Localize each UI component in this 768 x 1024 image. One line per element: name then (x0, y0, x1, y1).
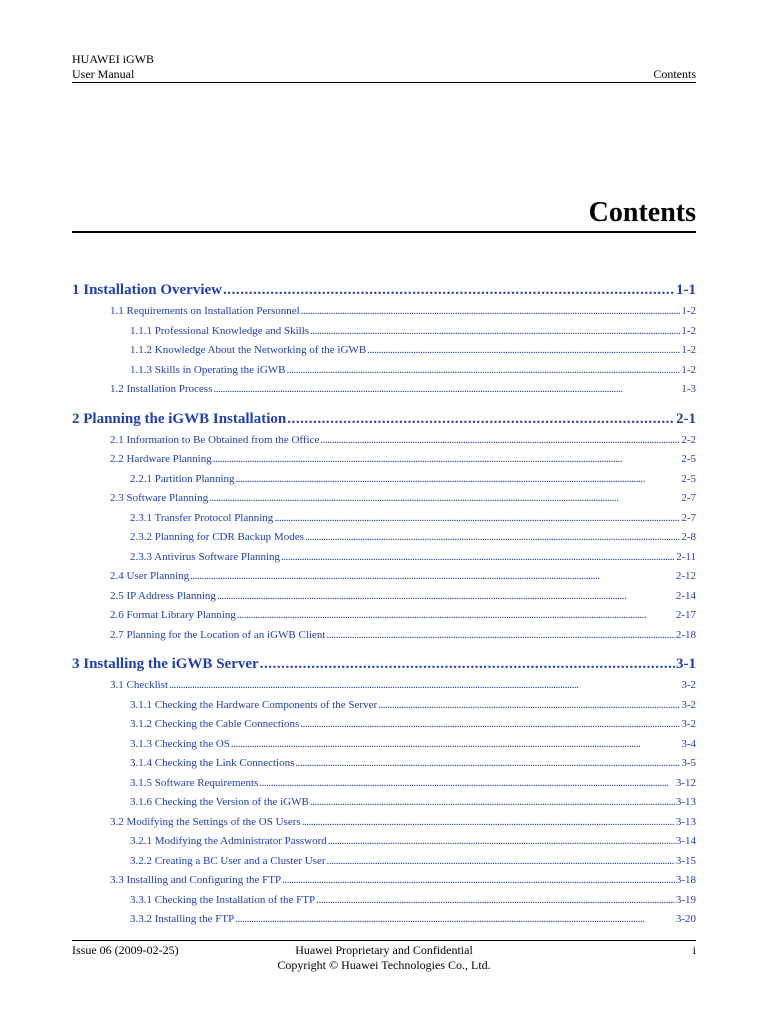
toc-entry-label: 3.3.2 Installing the FTP (130, 913, 235, 925)
toc-entry-level-2[interactable] (110, 872, 696, 888)
toc-entry-level-2[interactable] (110, 814, 696, 830)
toc-entry-label: 3.3.1 Checking the Installation of the FTP (130, 893, 316, 906)
toc-entry-level-2[interactable] (110, 588, 696, 604)
toc-entry-label: 1.1.1 Professional Knowledge and Skills (130, 324, 310, 337)
toc-entry-page: 3-18 (675, 874, 696, 886)
toc-entry-label: 2.4 User Planning (110, 570, 190, 582)
toc-entry-level-2[interactable] (110, 677, 696, 693)
toc-entry-label: 3.1 Checklist (110, 679, 169, 691)
toc-leader-dots (217, 588, 675, 604)
toc-entry-page: 2-5 (681, 472, 696, 485)
toc-entry-label: 2.3.1 Transfer Protocol Planning (130, 511, 274, 524)
toc-entry-level-3[interactable] (130, 911, 696, 927)
toc-entry-level-3[interactable] (130, 892, 696, 908)
footer-divider (72, 940, 696, 941)
toc-entry-label: 2.3 Software Planning (110, 492, 209, 504)
toc-entry-page: 2-2 (681, 433, 696, 446)
toc-entry-level-3[interactable] (130, 833, 696, 849)
toc-entry-level-3[interactable] (130, 549, 696, 565)
toc-entry-label: 2.5 IP Address Planning (110, 589, 216, 602)
toc-leader-dots (310, 794, 675, 810)
header-divider (72, 82, 696, 83)
toc-leader-dots (295, 755, 680, 771)
toc-entry-page: 3-4 (681, 737, 696, 750)
toc-entry-page: 2-5 (681, 453, 696, 465)
toc-entry-label: 2.2.1 Partition Planning (130, 472, 235, 485)
toc-entry-level-3[interactable] (130, 736, 696, 752)
toc-leader-dots (287, 362, 681, 378)
footer-page-number: i (692, 943, 696, 957)
toc-entry-level-3[interactable] (130, 794, 696, 810)
toc-entry-level-3[interactable] (130, 529, 696, 545)
toc-entry-level-3[interactable] (130, 697, 696, 713)
toc-leader-dots (281, 549, 675, 565)
toc-leader-dots (209, 490, 680, 506)
toc-entry-page: 3-12 (675, 776, 696, 789)
toc-entry-level-3[interactable] (130, 716, 696, 732)
toc-entry-page: 1-2 (681, 363, 696, 376)
toc-entry-level-2[interactable] (110, 432, 696, 448)
toc-leader-dots (235, 911, 675, 927)
toc-entry-label: 2.3.3 Antivirus Software Planning (130, 550, 281, 563)
toc-entry-label: 2.2 Hardware Planning (110, 453, 212, 465)
toc-entry-level-3[interactable] (130, 342, 696, 358)
toc-entry-level-3[interactable] (130, 510, 696, 526)
toc-leader-dots (301, 303, 681, 319)
toc-leader-dots (231, 736, 680, 752)
toc-leader-dots (287, 409, 675, 429)
footer-confidential: Huawei Proprietary and Confidential (295, 943, 473, 957)
toc-leader-dots (367, 342, 680, 358)
toc-entry-level-3[interactable] (130, 775, 696, 791)
toc-entry-label: 3.2 Modifying the Settings of the OS Users (110, 815, 301, 828)
toc-entry-label: 3.3 Installing and Configuring the FTP (110, 874, 282, 886)
footer-issue: Issue 06 (2009-02-25) (72, 943, 179, 957)
toc-entry-page: 3-2 (681, 679, 696, 691)
toc-entry-level-3[interactable] (130, 853, 696, 869)
toc-leader-dots (316, 892, 675, 908)
toc-leader-dots (236, 471, 681, 487)
toc-leader-dots (213, 381, 680, 397)
toc-entry-label: 1 Installation Overview (72, 282, 222, 298)
toc-entry-label: 3.2.2 Creating a BC User and a Cluster User (130, 854, 326, 867)
header-section: Contents (653, 67, 696, 81)
toc-entry-page: 3-13 (675, 796, 696, 808)
toc-leader-dots (302, 814, 675, 830)
toc-entry-label: 3.1.6 Checking the Version of the iGWB (130, 796, 309, 808)
toc-entry-level-2[interactable] (110, 303, 696, 319)
toc-leader-dots (326, 627, 674, 643)
header-product: HUAWEI iGWB (72, 52, 155, 66)
toc-entry-page: 3-19 (675, 893, 696, 906)
toc-leader-dots (310, 323, 680, 339)
footer-copyright: Copyright © Huawei Technologies Co., Ltd. (277, 958, 491, 972)
page-title: Contents (588, 197, 696, 228)
toc-entry-level-3[interactable] (130, 755, 696, 771)
header-doc-type: User Manual (72, 67, 135, 81)
toc-entry-level-2[interactable] (110, 568, 696, 584)
footer-center (72, 943, 696, 973)
toc-leader-dots (320, 432, 680, 448)
toc-entry-page: 2-8 (681, 531, 696, 543)
toc-leader-dots (223, 280, 675, 300)
toc-entry-page: 1-2 (681, 344, 696, 356)
toc-entry-label: 1.2 Installation Process (110, 383, 213, 395)
toc-entry-page: 3-14 (675, 835, 696, 847)
toc-entry-label: 3.1.1 Checking the Hardware Components of the Server (130, 698, 378, 711)
toc-entry-level-3[interactable] (130, 362, 696, 378)
toc-entry-label: 3.1.5 Software Requirements (130, 776, 259, 789)
toc-entry-page: 2-7 (681, 492, 696, 504)
toc-entry-label: 2.1 Information to Be Obtained from the Office (110, 433, 320, 446)
toc-entry-page: 2-17 (675, 609, 696, 621)
toc-entry-label: 3.1.4 Checking the Link Connections (130, 757, 295, 769)
title-divider (72, 231, 696, 233)
toc-leader-dots (190, 568, 675, 584)
toc-leader-dots (378, 697, 680, 713)
toc-entry-page: 2-18 (675, 628, 696, 641)
toc-entry-page: 1-2 (681, 324, 696, 337)
toc-entry-page: 2-1 (676, 410, 696, 427)
toc-entry-level-3[interactable] (130, 323, 696, 339)
toc-entry-label: 2.3.2 Planning for CDR Backup Modes (130, 531, 304, 543)
toc-entry-page: 3-13 (675, 815, 696, 828)
toc-entry-level-3[interactable] (130, 471, 696, 487)
toc-leader-dots (169, 677, 680, 693)
toc-leader-dots (237, 607, 675, 623)
toc-entry-page: 2-7 (681, 511, 696, 524)
toc-entry-page: 1-1 (676, 282, 696, 298)
toc-entry-label: 3.1.2 Checking the Cable Connections (130, 718, 300, 730)
toc-leader-dots (260, 654, 675, 674)
toc-entry-level-2[interactable] (110, 627, 696, 643)
toc-leader-dots (213, 451, 681, 467)
toc-entry-page: 2-14 (675, 589, 696, 602)
toc-entry-page: 1-2 (681, 305, 696, 317)
toc-leader-dots (274, 510, 680, 526)
toc-entry-label: 1.1.2 Knowledge About the Networking of the iGWB (130, 344, 367, 356)
toc-entry-label: 1.1.3 Skills in Operating the iGWB (130, 363, 286, 376)
toc-leader-dots (282, 872, 675, 888)
toc-leader-dots (327, 853, 675, 869)
toc-entry-page: 3-2 (681, 718, 696, 730)
toc-entry-level-2[interactable] (110, 490, 696, 506)
toc-entry-page: 3-5 (681, 757, 696, 769)
toc-leader-dots (259, 775, 675, 791)
toc-entry-label: 1.1 Requirements on Installation Personnel (110, 305, 300, 317)
toc-entry-page: 1-3 (681, 383, 696, 395)
toc-entry-page: 3-1 (676, 656, 696, 672)
toc-entry-level-2[interactable] (110, 381, 696, 397)
toc-entry-page: 3-2 (681, 698, 696, 711)
toc-leader-dots (328, 833, 675, 849)
toc-entry-page: 2-12 (675, 570, 696, 582)
toc-leader-dots (300, 716, 680, 732)
toc-entry-level-1[interactable] (72, 280, 696, 300)
toc-entry-label: 3.2.1 Modifying the Administrator Password (130, 835, 327, 847)
toc-entry-page: 2-11 (676, 550, 696, 563)
toc-entry-level-2[interactable] (110, 451, 696, 467)
toc-entry-page: 3-20 (675, 913, 696, 925)
toc-leader-dots (305, 529, 680, 545)
toc-entry-level-2[interactable] (110, 607, 696, 623)
toc-entry-label: 2 Planning the iGWB Installation (72, 410, 287, 427)
toc-entry-level-1[interactable] (72, 409, 696, 429)
toc-entry-label: 2.7 Planning for the Location of an iGWB Client (110, 628, 326, 641)
toc-entry-label: 3 Installing the iGWB Server (72, 656, 259, 672)
header-row (72, 67, 696, 81)
toc-entry-label: 2.6 Format Library Planning (110, 609, 236, 621)
toc-entry-level-1[interactable] (72, 654, 696, 674)
toc-entry-label: 3.1.3 Checking the OS (130, 737, 230, 750)
toc-entry-page: 3-15 (675, 854, 696, 867)
